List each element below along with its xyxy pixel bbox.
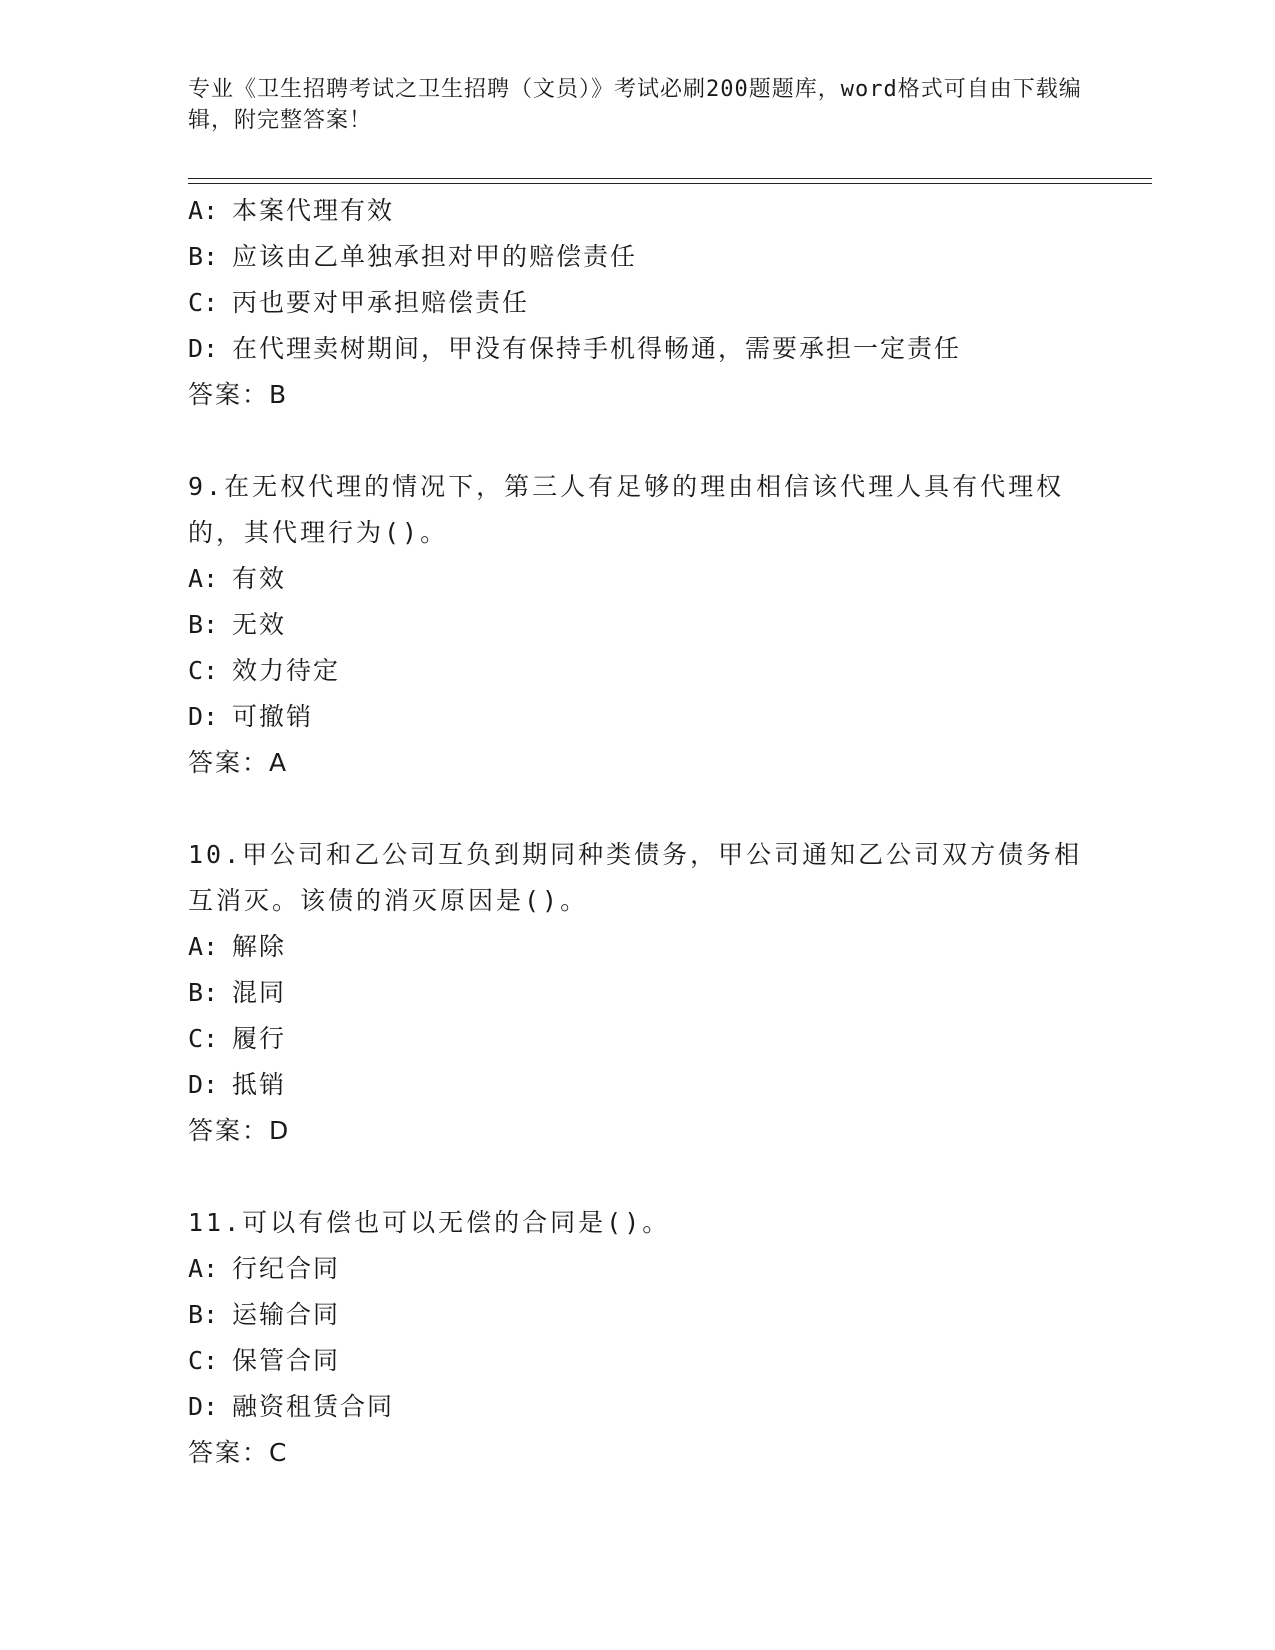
option-text: 运输合同 bbox=[232, 1300, 341, 1329]
question-stem: 9.在无权代理的情况下，第三人有足够的理由相信该代理人具有代理权的，其代理行为()。 bbox=[188, 472, 1065, 547]
option-b: B: 应该由乙单独承担对甲的赔偿责任 bbox=[188, 242, 638, 271]
option-text: 可撤销 bbox=[232, 702, 314, 731]
option-b: B: 运输合同 bbox=[188, 1300, 341, 1329]
option-b: B: 无效 bbox=[188, 610, 287, 639]
question-stem: 10.甲公司和乙公司互负到期同种类债务，甲公司通知乙公司双方债务相互消灭。该债的消灭原因是()。 bbox=[188, 840, 1083, 915]
question-stem: 11.可以有偿也可以无偿的合同是()。 bbox=[188, 1208, 671, 1237]
option-text: 解除 bbox=[232, 932, 287, 961]
document-header: 专业《卫生招聘考试之卫生招聘（文员）》考试必刷200题题库，word格式可自由下载编辑，附完整答案！ bbox=[188, 77, 1082, 133]
option-text: 抵销 bbox=[232, 1070, 287, 1099]
question-11 bbox=[188, 1200, 1088, 1476]
option-text: 行纪合同 bbox=[232, 1254, 341, 1283]
option-text: 效力待定 bbox=[232, 656, 341, 685]
option-c: C: 丙也要对甲承担赔偿责任 bbox=[188, 288, 530, 317]
question-10 bbox=[188, 832, 1088, 1154]
option-a: A: 行纪合同 bbox=[188, 1254, 341, 1283]
option-b: B: 混同 bbox=[188, 978, 287, 1007]
option-c: C: 保管合同 bbox=[188, 1346, 341, 1375]
answer-line: 答案：B bbox=[188, 380, 289, 409]
option-text: 无效 bbox=[232, 610, 287, 639]
answer-line: 答案：D bbox=[188, 1116, 291, 1145]
answer-line: 答案：A bbox=[188, 748, 289, 777]
option-text: 融资租赁合同 bbox=[232, 1392, 395, 1421]
option-d: D: 可撤销 bbox=[188, 702, 314, 731]
option-text: 在代理卖树期间，甲没有保持手机得畅通，需要承担一定责任 bbox=[232, 334, 962, 363]
option-d: D: 在代理卖树期间，甲没有保持手机得畅通，需要承担一定责任 bbox=[188, 334, 962, 363]
option-d: D: 抵销 bbox=[188, 1070, 287, 1099]
option-text: 保管合同 bbox=[232, 1346, 341, 1375]
document-body bbox=[188, 188, 1088, 1476]
question-8-continued bbox=[188, 188, 1088, 418]
option-text: 履行 bbox=[232, 1024, 287, 1053]
option-text: 混同 bbox=[232, 978, 287, 1007]
option-text: 有效 bbox=[232, 564, 287, 593]
option-text: 本案代理有效 bbox=[232, 196, 395, 225]
answer-line: 答案：C bbox=[188, 1438, 289, 1467]
option-c: C: 履行 bbox=[188, 1024, 287, 1053]
header-rule-top bbox=[188, 178, 1152, 179]
option-a: A: 有效 bbox=[188, 564, 287, 593]
option-d: D: 融资租赁合同 bbox=[188, 1392, 395, 1421]
question-9 bbox=[188, 464, 1088, 786]
option-text: 应该由乙单独承担对甲的赔偿责任 bbox=[232, 242, 638, 271]
header-rule-bottom bbox=[188, 183, 1152, 184]
option-a: A: 本案代理有效 bbox=[188, 196, 395, 225]
option-c: C: 效力待定 bbox=[188, 656, 341, 685]
option-a: A: 解除 bbox=[188, 932, 287, 961]
option-text: 丙也要对甲承担赔偿责任 bbox=[232, 288, 530, 317]
